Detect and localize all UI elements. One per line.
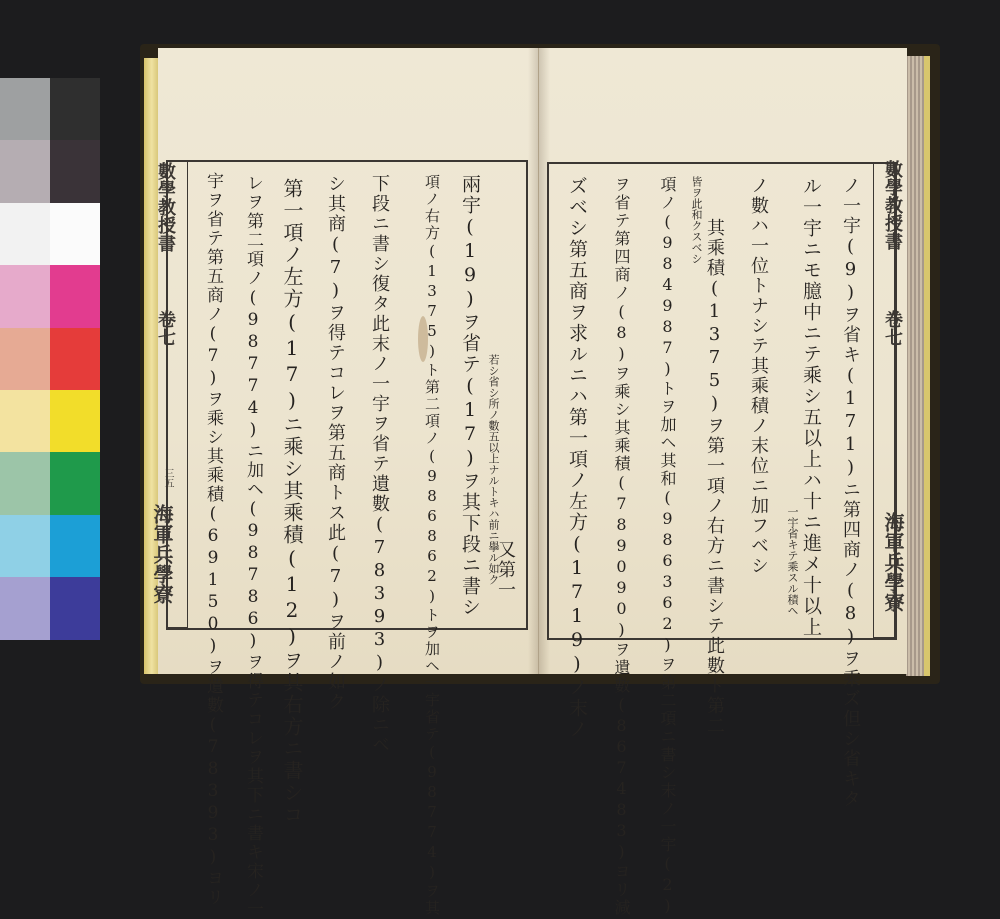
left-text-column-1: 宇ヲ省テ第五商ノ(7)ヲ乘シ其乘積(69150)ヲ遺數(78393)ヨリ xyxy=(203,172,223,907)
right-text-column-2: ル一宇ニモ臆中ニテ乘シ五以上ハ十ニ進メ十以上 xyxy=(800,176,822,638)
right-page xyxy=(539,48,907,917)
right-margin-title: 數學教授書 xyxy=(882,160,903,250)
left-text-column-2: レヲ第二項ノ(98774)ニ加ヘ(98786)ヲ得テコレヲ其下ニ書キ宋ノ一 xyxy=(243,174,263,919)
color-swatch-4 xyxy=(50,140,100,202)
color-swatch-11 xyxy=(0,390,50,452)
color-swatch-5 xyxy=(0,203,50,265)
book-page-edges-right xyxy=(906,56,930,676)
color-swatch-3 xyxy=(0,140,50,202)
right-text-column-7: ズベシ第五商ヲ求ルニハ第一項ノ左方(1719)ノ末ノ xyxy=(566,176,588,740)
right-margin-volume: 卷七 xyxy=(882,310,903,346)
paper-stain xyxy=(418,316,428,362)
left-page xyxy=(150,48,539,919)
book-gutter xyxy=(528,48,550,674)
right-text-column-3: ノ數ハ一位トナシテ其乘積ノ末位ニ加フベシ xyxy=(748,176,769,576)
color-swatch-8 xyxy=(50,265,100,327)
left-margin-volume: 卷七 xyxy=(155,310,176,346)
color-calibration-strip xyxy=(0,78,100,640)
left-text-column-3: 第一項ノ左方(17)ニ乘シ其乘積(12)ヲ其右方ニ書シコ xyxy=(280,178,304,826)
left-text-column-6: 項ノ右方(1375)ト第二項ノ(986862)トヲ加ヘ一宇省テ(98774)ヲ其 xyxy=(423,174,441,917)
color-swatch-10 xyxy=(50,328,100,390)
left-margin-title: 數學教授書 xyxy=(155,162,176,252)
color-swatch-16 xyxy=(50,515,100,577)
color-swatch-15 xyxy=(0,515,50,577)
color-swatch-13 xyxy=(0,452,50,514)
right-text-column-5: 項ノ(984987)トヲ加ヘ其和(986362)ヲ第二項ニ書シ末ノ一宇(2) xyxy=(658,176,677,917)
left-text-column-7: 兩宇(19)ヲ省テ(17)ヲ其下段ニ書シ xyxy=(459,174,481,618)
color-swatch-9 xyxy=(0,328,50,390)
left-text-column-5: 下段ニ書シ復タ此末ノ一宇ヲ省テ遺數(78393)ノ除ニベ xyxy=(369,174,390,755)
left-margin-publisher: 海軍兵學寮 xyxy=(150,504,174,604)
color-swatch-18 xyxy=(50,577,100,639)
right-text-column-6: ヲ省テ第四商ノ(8)ヲ乘シ其乘積(789090)ヲ遺數(867483)ヨリ減 xyxy=(612,176,631,917)
right-text-column-4: 其乘積(1375)ヲ第一項ノ右方ニ書シテ此數ト第二 xyxy=(704,218,725,736)
right-annotation-left: 皆ヲ此和クスベシ xyxy=(690,176,703,264)
right-margin-publisher: 海軍兵學寮 xyxy=(881,512,905,612)
color-swatch-17 xyxy=(0,577,50,639)
left-text-column-8: 又第一 xyxy=(495,540,516,600)
left-margin-page-number: 三五 xyxy=(162,468,173,488)
left-text-column-4: シ其商(7)ヲ得テコレヲ第五商トス此(7)ヲ前ノ如ク xyxy=(325,174,346,712)
right-annotation-right: 一宇省キテ乘スル積ヘ xyxy=(786,506,799,616)
left-annotation: 若シ省シ所ノ數五以上ナルトキハ前ニ擧ル如ク xyxy=(487,354,500,585)
color-swatch-2 xyxy=(50,78,100,140)
color-swatch-6 xyxy=(50,203,100,265)
right-text-column-1: ノ一宇(9)ヲ省キ(171)ニ第四商ノ(8)ヲ乘ズ但シ省キタ xyxy=(840,176,861,809)
color-swatch-1 xyxy=(0,78,50,140)
color-swatch-14 xyxy=(50,452,100,514)
color-swatch-12 xyxy=(50,390,100,452)
color-swatch-7 xyxy=(0,265,50,327)
